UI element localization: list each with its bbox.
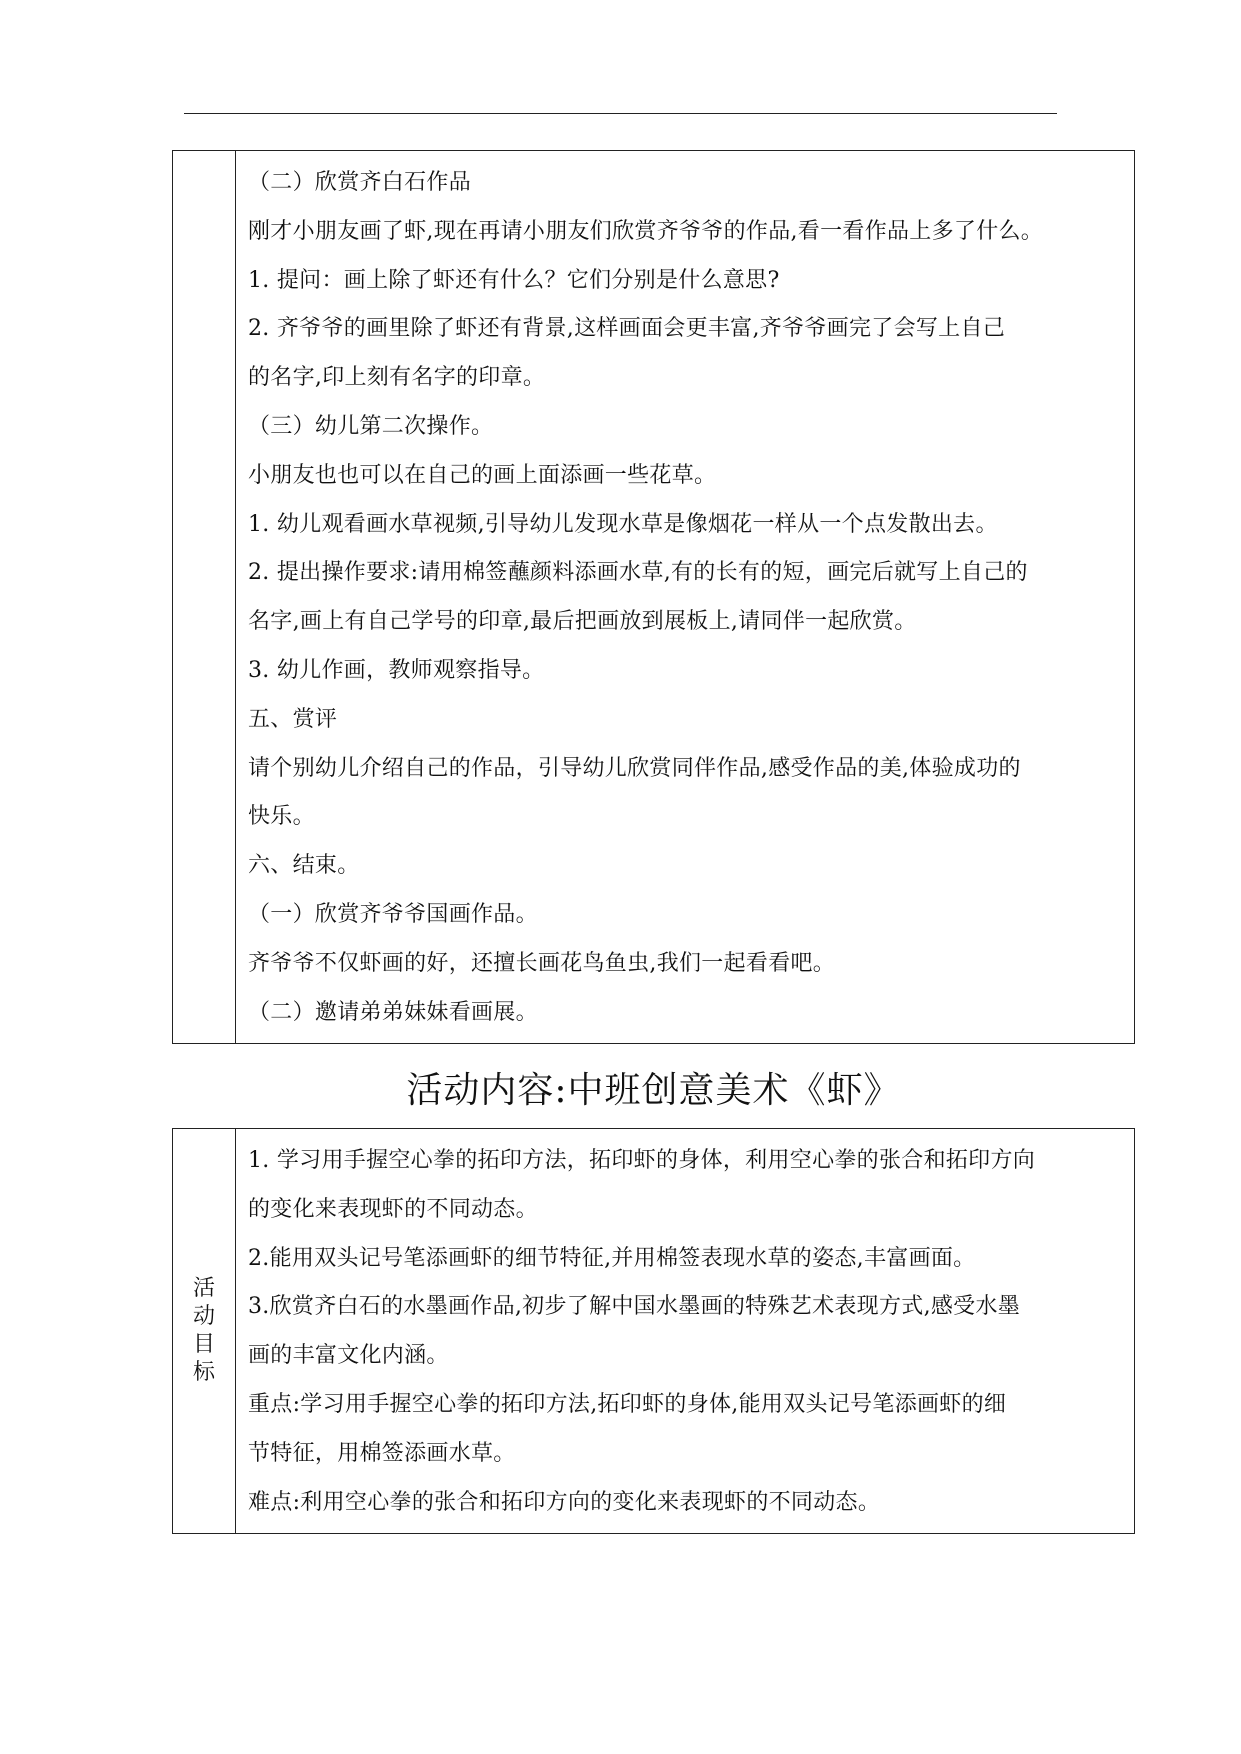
text-line: 的变化来表现虾的不同动态。	[248, 1196, 538, 1222]
text-line: 2. 提出操作要求:请用棉签蘸颜料添画水草,有的长有的短，画完后就写上自己的	[248, 560, 1028, 586]
text-line: （二）邀请弟弟妹妹看画展。	[248, 999, 538, 1025]
activity-goals-table	[172, 1128, 1135, 1534]
text-line: 五、赏评	[248, 706, 338, 732]
label-char: 标	[192, 1360, 215, 1386]
text-line: 1. 提问：画上除了虾还有什么？它们分别是什么意思?	[248, 267, 780, 293]
section-title: 活动内容:中班创意美术《虾》	[406, 1070, 901, 1111]
text-line: 2.能用双头记号笔添画虾的细节特征,并用棉签表现水草的姿态,丰富画面。	[248, 1245, 976, 1271]
text-line: 难点:利用空心拳的张合和拓印方向的变化来表现虾的不同动态。	[248, 1489, 881, 1515]
activity-process-table	[172, 150, 1135, 1044]
label-char: 活	[192, 1276, 215, 1302]
text-line: 请个别幼儿介绍自己的作品，引导幼儿欣赏同伴作品,感受作品的美,体验成功的	[248, 755, 1021, 781]
text-line: （一）欣赏齐爷爷国画作品。	[248, 901, 538, 927]
goals-label	[173, 1129, 235, 1533]
label-char: 目	[192, 1332, 215, 1358]
text-line: 画的丰富文化内涵。	[248, 1343, 449, 1369]
text-line: 快乐。	[248, 804, 315, 830]
label-char: 动	[192, 1304, 215, 1330]
process-content-cell	[236, 151, 1135, 1044]
text-line: 齐爷爷不仅虾画的好，还擅长画花鸟鱼虫,我们一起看看吧。	[248, 950, 836, 976]
text-line: 名字,画上有自己学号的印章,最后把画放到展板上,请同伴一起欣赏。	[248, 609, 917, 635]
header-rule	[184, 113, 1057, 114]
text-line: 的名字,印上刻有名字的印章。	[248, 365, 546, 391]
goals-label-cell	[173, 1129, 236, 1534]
text-line: 1. 幼儿观看画水草视频,引导幼儿发现水草是像烟花一样从一个点发散出去。	[248, 511, 998, 537]
text-line: 1. 学习用手握空心拳的拓印方法，拓印虾的身体，利用空心拳的张合和拓印方向	[248, 1148, 1036, 1173]
goals-content-cell	[236, 1129, 1135, 1534]
text-line: 3. 幼儿作画，教师观察指导。	[248, 657, 545, 683]
label-cell-empty	[173, 151, 236, 1044]
text-line: 2. 齐爷爷的画里除了虾还有背景,这样画面会更丰富,齐爷爷画完了会写上自己	[248, 316, 1006, 342]
text-line: 刚才小朋友画了虾,现在再请小朋友们欣赏齐爷爷的作品,看一看作品上多了什么。	[248, 218, 1044, 244]
text-line: 六、结束。	[248, 853, 360, 879]
text-line: 小朋友也也可以在自己的画上面添画一些花草。	[248, 462, 717, 488]
text-line: （二）欣赏齐白石作品	[248, 170, 472, 195]
text-line: （三）幼儿第二次操作。	[248, 413, 494, 439]
text-line: 3.欣赏齐白石的水墨画作品,初步了解中国水墨画的特殊艺术表现方式,感受水墨	[248, 1294, 1021, 1320]
text-line: 节特征，用棉签添画水草。	[248, 1440, 516, 1466]
text-line: 重点:学习用手握空心拳的拓印方法,拓印虾的身体,能用双头记号笔添画虾的细	[248, 1391, 1007, 1417]
